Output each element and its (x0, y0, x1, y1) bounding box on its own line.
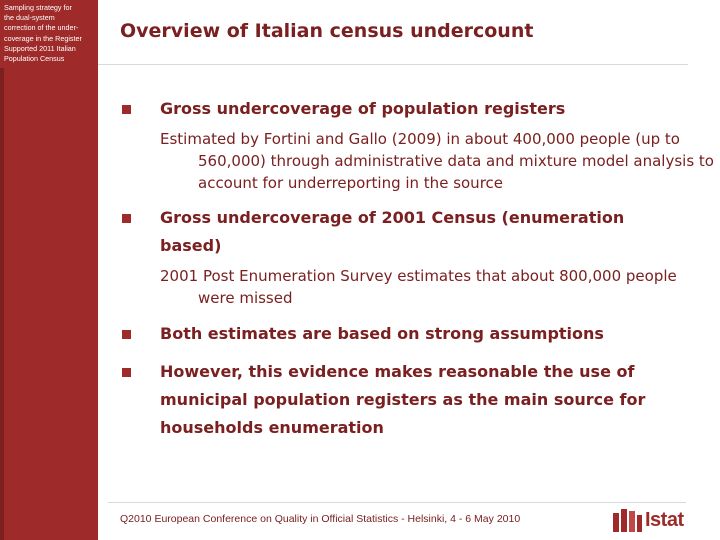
sidebar-strip (0, 68, 4, 540)
istat-logo (612, 505, 692, 535)
bullet-square-icon (122, 105, 131, 114)
logo-text: Istat (645, 509, 684, 531)
sidebar-note (4, 3, 94, 64)
sidebar-note-line: correction of the under- (4, 23, 79, 33)
istat-logo-icon (612, 507, 644, 533)
bullet-text: Gross undercoverage of population registers (160, 99, 566, 118)
slide-title: Overview of Italian census undercount (120, 20, 534, 42)
sidebar-note-line: coverage in the Register (4, 33, 82, 43)
sidebar-note-line: Supported 2011 Italian (4, 43, 76, 53)
sidebar-note-line: Population Census (4, 54, 65, 64)
footer-text: Q2010 European Conference on Quality in Official Statistics - Helsinki, 4 - 6 May 2010 (120, 513, 521, 525)
sidebar-note-line: Sampling strategy for (4, 3, 72, 12)
bullet-square-icon (122, 368, 131, 377)
bullet-subtext: 2001 Post Enumeration Survey estimates that about 800,000 people were missed (160, 267, 677, 307)
bullet-text: Gross undercoverage of 2001 Census (enumeration based) (160, 208, 625, 255)
bullet-subtext: Estimated by Fortini and Gallo (2009) in about 400,000 people (up to 560,000) through administrative data and mixture model analysis to account for underreporting in the source (160, 130, 714, 192)
footer-divider (108, 502, 686, 503)
bullet-text: However, this evidence makes reasonable the use of municipal population registers as the main source for households enumeration (160, 362, 646, 437)
bullet-text: Both estimates are based on strong assumptions (160, 324, 604, 343)
bullet-square-icon (122, 330, 131, 339)
sidebar-note-line: the dual-system (4, 13, 55, 23)
sidebar (0, 0, 98, 540)
title-divider (98, 64, 688, 65)
bullet-square-icon (122, 214, 131, 223)
